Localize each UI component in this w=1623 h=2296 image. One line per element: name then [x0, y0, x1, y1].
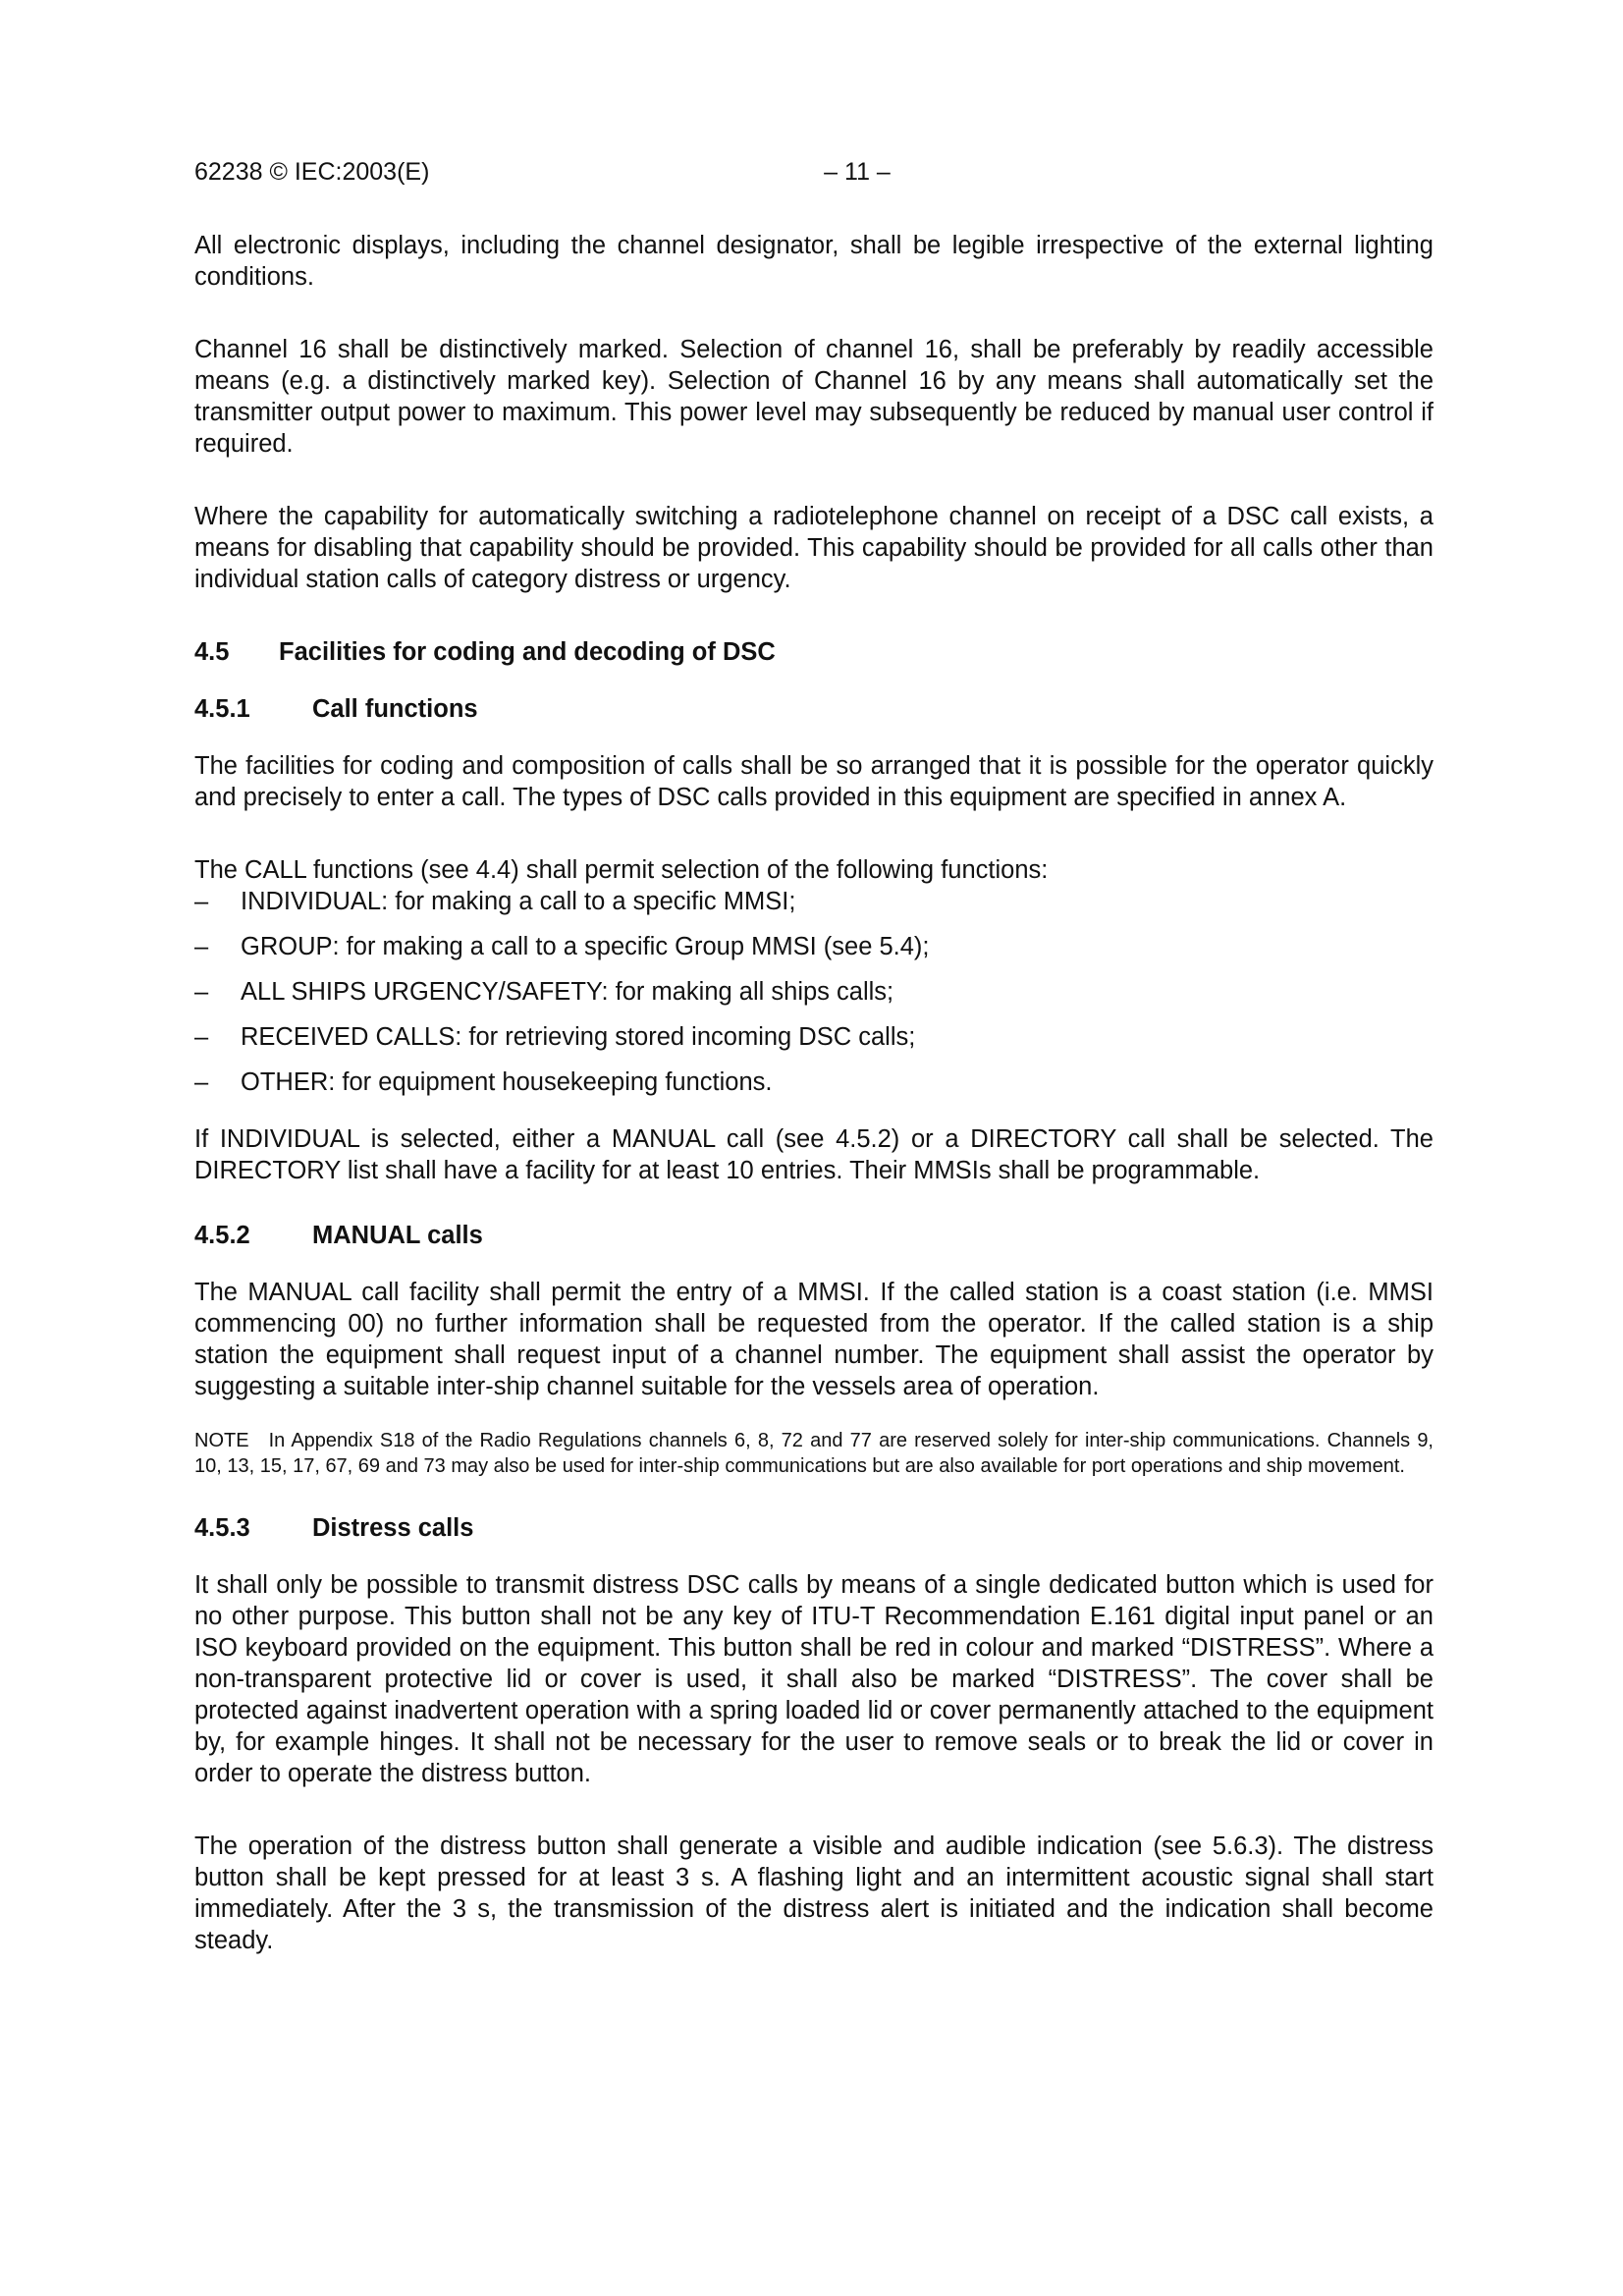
section-number: 4.5.1: [194, 695, 250, 723]
list-dash: –: [194, 978, 209, 1006]
section-title: MANUAL calls: [312, 1222, 483, 1249]
paragraph-manual-call: The MANUAL call facility shall permit the entry of a MMSI. If the called station is a coast station (i.e. MMSI commencing 00) no further information shall be requested from the operator. If the called station is a ship station the equipment shall request input of a channel number. The equipment shall assist the operator by suggesting a suitable inter-ship channel suitable for the vessels area of operation.: [194, 1279, 1434, 1400]
note-inter-ship-channels: [194, 1428, 1434, 1479]
paragraph-distress-operation: The operation of the distress button shall generate a visible and audible indication (see 5.6.3). The distress button shall be kept pressed for at least 3 s. A flashing light and an intermittent acoustic signal shall start immediately. After the 3 s, the transmission of the distress alert is initiated and the indication shall become steady.: [194, 1832, 1434, 1954]
list-item-text: RECEIVED CALLS: for retrieving stored incoming DSC calls;: [241, 1023, 916, 1051]
paragraph-individual-selection: If INDIVIDUAL is selected, either a MANUAL call (see 4.5.2) or a DIRECTORY call shall be selected. The DIRECTORY list shall have a facility for at least 10 entries. Their MMSIs shall be programmable.: [194, 1125, 1434, 1184]
list-dash: –: [194, 1068, 209, 1096]
list-item-text: INDIVIDUAL: for making a call to a specific MMSI;: [241, 888, 796, 915]
document-reference: 62238 © IEC:2003(E): [194, 158, 430, 186]
paragraph-channel-switching: Where the capability for automatically switching a radiotelephone channel on receipt of a DSC call exists, a means for disabling that capability should be provided. This capability should be provided for all calls other than individual station calls of category distress or urgency.: [194, 503, 1434, 593]
page-header: [194, 154, 1432, 190]
list-dash: –: [194, 1023, 209, 1051]
paragraph-distress-button: It shall only be possible to transmit distress DSC calls by means of a single dedicated button which is used for no other purpose. This button shall not be any key of ITU-T Recommendation E.161 digital input panel or an ISO keyboard provided on the equipment. This button shall be red in colour and marked “DISTRESS”. Where a non-transparent protective lid or cover is used, it shall also be marked “DISTRESS”. The cover shall be protected against inadvertent operation with a spring loaded lid or cover permanently attached to the equipment by, for example hinges. It shall not be necessary for the user to remove seals or to break the lid or cover in order to operate the distress button.: [194, 1571, 1434, 1787]
section-number: 4.5.2: [194, 1222, 250, 1249]
paragraph-displays: All electronic displays, including the channel designator, shall be legible irrespective of the external lighting conditions.: [194, 232, 1434, 291]
section-heading-4-5: [194, 636, 1434, 668]
note-label: NOTE: [194, 1430, 249, 1451]
list-item-text: OTHER: for equipment housekeeping functions.: [241, 1068, 773, 1096]
list-dash: –: [194, 888, 209, 915]
call-function-list: [194, 886, 1434, 1098]
list-item-text: ALL SHIPS URGENCY/SAFETY: for making all ships calls;: [241, 978, 894, 1006]
page-content: [194, 230, 1434, 1956]
paragraph-channel-16: Channel 16 shall be distinctively marked. Selection of channel 16, shall be preferably by readily accessible means (e.g. a distinctively marked key). Selection of Channel 16 by any means shall automatically set the transmitter output power to maximum. This power level may subsequently be reduced by manual user control if required.: [194, 336, 1434, 458]
list-item-text: GROUP: for making a call to a specific Group MMSI (see 5.4);: [241, 933, 930, 960]
section-number: 4.5: [194, 638, 230, 666]
list-item: [194, 976, 1434, 1008]
section-title: Distress calls: [312, 1514, 474, 1542]
section-title: Call functions: [312, 695, 478, 723]
list-item: [194, 931, 1434, 962]
list-item: [194, 886, 1434, 917]
page-number: – 11 –: [824, 158, 891, 186]
list-dash: –: [194, 933, 209, 960]
note-text: In Appendix S18 of the Radio Regulations channels 6, 8, 72 and 77 are reserved solely for inter-ship communications. Channels 9, 10, 13, 15, 17, 67, 69 and 73 may also be used for inter-ship communications but are also available for port operations and ship movement.: [194, 1430, 1434, 1477]
section-number: 4.5.3: [194, 1514, 250, 1542]
section-heading-4-5-1: [194, 693, 1434, 725]
section-heading-4-5-2: [194, 1220, 1434, 1251]
section-title: Facilities for coding and decoding of DSC: [279, 638, 776, 666]
section-heading-4-5-3: [194, 1512, 1434, 1544]
paragraph-call-intro: The facilities for coding and composition of calls shall be so arranged that it is possible for the operator quickly and precisely to enter a call. The types of DSC calls provided in this equipment are specified in annex A.: [194, 752, 1434, 811]
paragraph-call-functions: The CALL functions (see 4.4) shall permit selection of the following functions:: [194, 856, 1049, 884]
list-item: [194, 1066, 1434, 1098]
list-item: [194, 1021, 1434, 1053]
